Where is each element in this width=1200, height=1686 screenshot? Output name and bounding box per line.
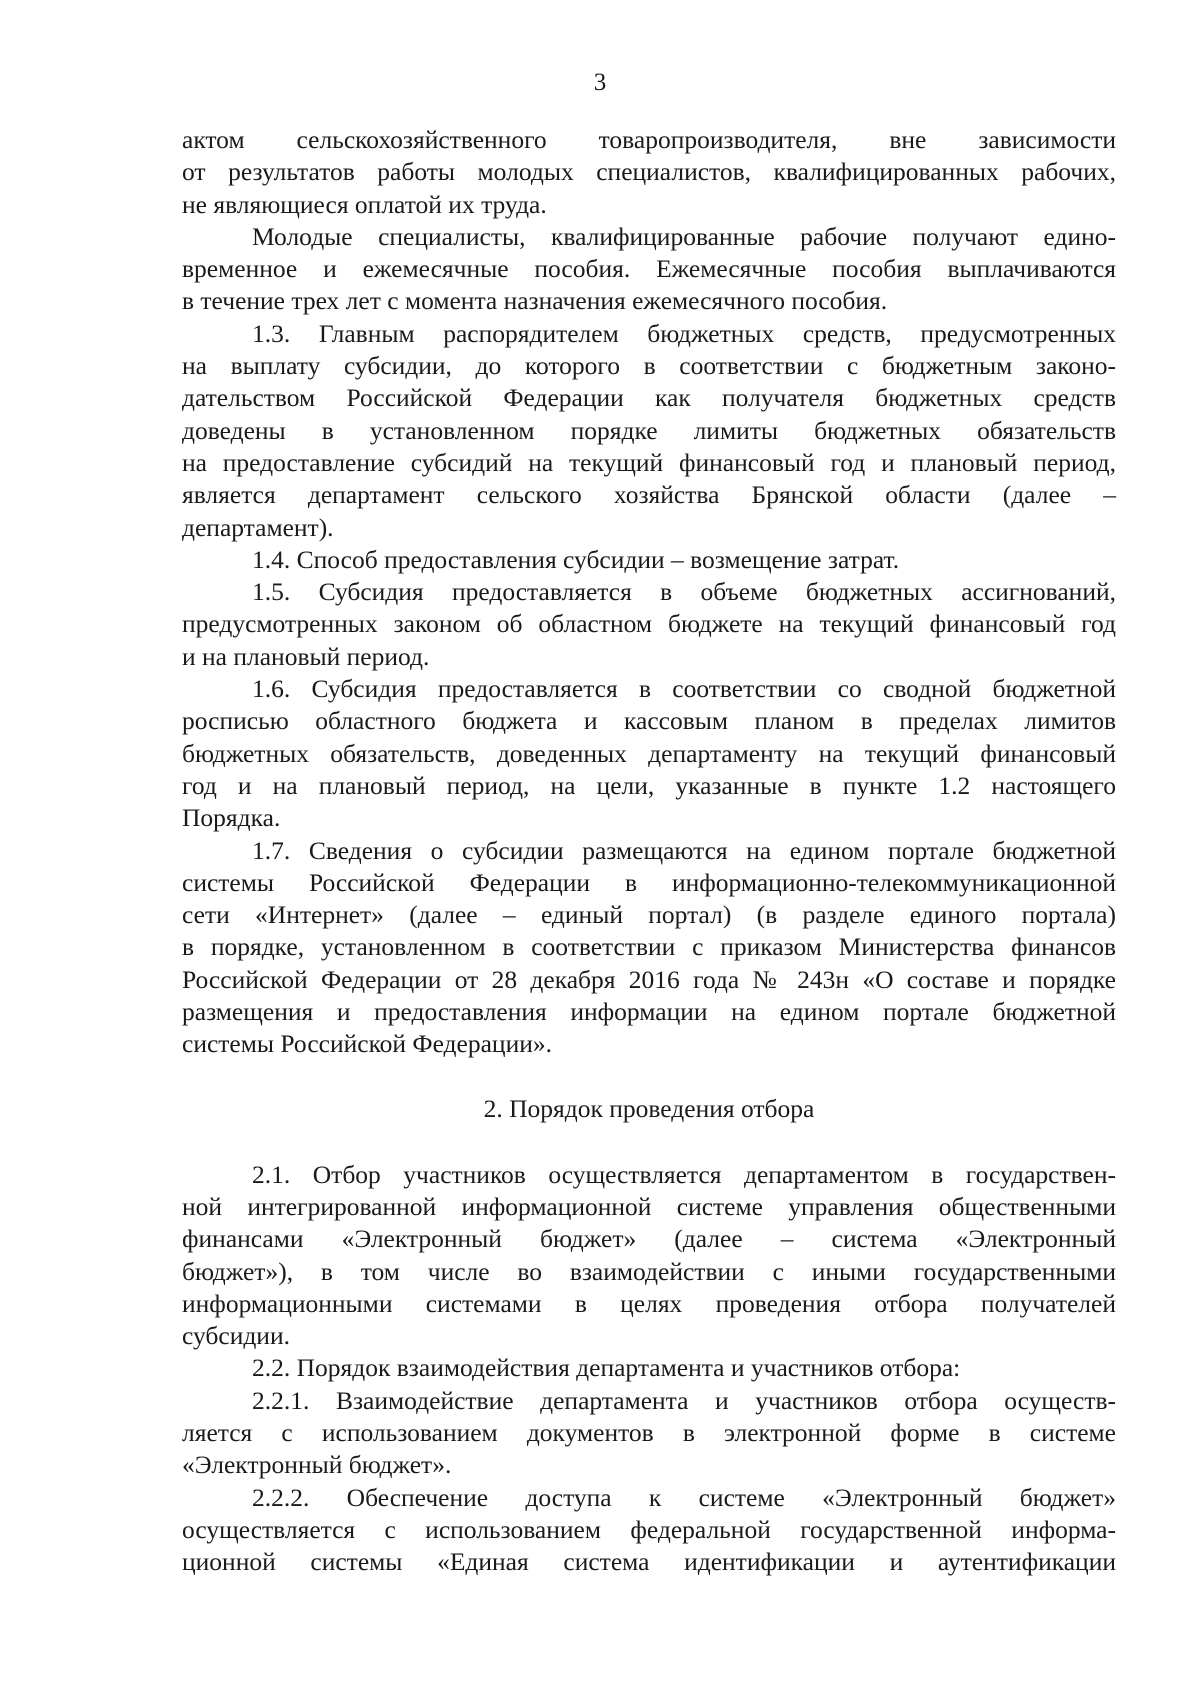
text-line: актом сельскохозяйственного товаропроизводителя, вне зависимости [182,125,1116,154]
text-line: в порядке, установленном в соответствии с приказом Министерства финансов [182,932,1116,962]
text-line: 1.3. Главным распорядителем бюджетных средств, предусмотренных [252,318,1116,348]
text-line: информационными системами в целях проведения отбора получателей [182,1288,1116,1318]
text-line: 2.1. Отбор участников осуществляется департаментом в государствен- [252,1159,1116,1189]
text-line: «Электронный бюджет». [182,1450,452,1480]
text-line: на предоставление субсидий на текущий финансовый год и плановый период, [182,447,1116,477]
text-line: Российской Федерации от 28 декабря 2016 года № 243н «О составе и порядке [182,964,1116,994]
text-line: 1.6. Субсидия предоставляется в соответствии со сводной бюджетной [252,674,1116,704]
text-line: дательством Российской Федерации как получателя бюджетных средств [182,383,1116,413]
section-heading: 2. Порядок проведения отбора [483,1093,815,1123]
text-line: осуществляется с использованием федеральной государственной информа- [182,1514,1116,1544]
text-line: бюджетных обязательств, доведенных департаменту на текущий финансовый [182,738,1116,768]
text-line: Молодые специалисты, квалифицированные рабочие получают едино- [252,221,1116,251]
text-line: в течение трех лет с момента назначения ежемесячного пособия. [182,286,888,316]
document-body [182,124,1116,1578]
paragraphs-after-heading [182,1159,1116,1579]
text-line: 2.2.1. Взаимодействие департамента и участников отбора осуществ- [252,1385,1116,1415]
text-line: предусмотренных законом об областном бюджете на текущий финансовый год [182,609,1116,639]
text-line: бюджет»), в том числе во взаимодействии с иными государственными [182,1256,1116,1286]
text-line: 2.2.2. Обеспечение доступа к системе «Электронный бюджет» [252,1482,1116,1512]
text-line: росписью областного бюджета и кассовым планом в пределах лимитов [182,706,1116,736]
text-line: размещения и предоставления информации на едином портале бюджетной [182,997,1116,1027]
text-line: ной интегрированной информационной системе управления общественными [182,1191,1116,1221]
text-line: системы Российской Федерации в информационно-телекоммуникационной [182,867,1116,897]
text-line: департамент). [182,512,334,542]
text-line: системы Российской Федерации». [182,1029,552,1059]
text-line: ционной системы «Единая система идентификации и аутентификации [182,1547,1116,1577]
text-line: 1.4. Способ предоставления субсидии – возмещение затрат. [252,544,900,574]
paragraphs-before-heading [182,124,1116,1061]
text-line: доведены в установленном порядке лимиты бюджетных обязательств [182,415,1116,445]
text-line: является департамент сельского хозяйства Брянской области (далее – [182,480,1116,510]
text-line: и на плановый период. [182,641,430,671]
text-line: ляется с использованием документов в электронной форме в системе [182,1417,1116,1447]
text-line: финансами «Электронный бюджет» (далее – система «Электронный [182,1224,1116,1254]
text-line: временное и ежемесячные пособия. Ежемесячные пособия выплачиваются [182,254,1116,284]
page-number: 3 [593,69,607,96]
text-line: Порядка. [182,803,281,833]
text-line: 1.7. Сведения о субсидии размещаются на едином портале бюджетной [252,835,1116,865]
text-line: субсидии. [182,1321,290,1351]
text-line: сети «Интернет» (далее – единый портал) (в разделе единого портала) [182,900,1116,930]
text-line: 1.5. Субсидия предоставляется в объеме бюджетных ассигнований, [252,577,1116,607]
text-line: год и на плановый период, на цели, указанные в пункте 1.2 настоящего [182,770,1116,800]
text-line: не являющиеся оплатой их труда. [182,189,547,219]
text-line: на выплату субсидии, до которого в соответствии с бюджетным законо- [182,351,1116,381]
text-line: от результатов работы молодых специалистов, квалифицированных рабочих, [182,157,1116,187]
text-line: 2.2. Порядок взаимодействия департамента и участников отбора: [252,1353,961,1383]
